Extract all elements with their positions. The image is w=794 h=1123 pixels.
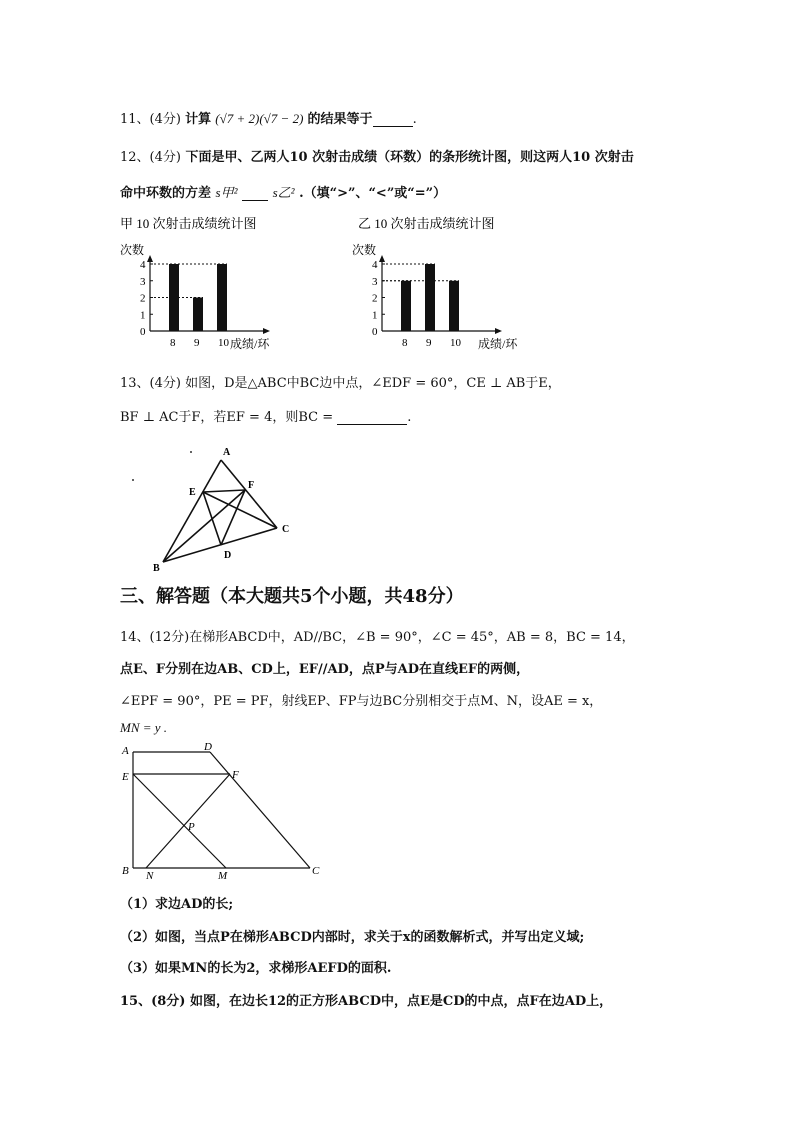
label-a: A — [122, 745, 129, 757]
y-tick-label: 4 — [140, 259, 146, 271]
label-n: N — [146, 870, 154, 882]
q11-expression: (√7 + 2)(√7 − 2) — [215, 111, 304, 126]
bar-8 — [401, 281, 411, 331]
x-tick-label: 10 — [450, 337, 461, 349]
bar-10 — [449, 281, 459, 331]
chart-yi-title: 乙 10 次射击成绩统计图 — [358, 216, 495, 231]
q12-line1 — [120, 146, 634, 165]
label-d: D — [224, 550, 232, 561]
chart-yi-x-arrow — [495, 328, 502, 334]
chart-jia-x-arrow — [263, 328, 270, 334]
bar-8 — [169, 264, 179, 331]
line-em — [133, 774, 226, 868]
q13-line2 — [120, 406, 411, 425]
label-c: C — [282, 524, 290, 535]
line-dc — [210, 752, 310, 868]
x-tick-label: 9 — [194, 337, 200, 349]
q13-figure — [125, 440, 305, 575]
q12-text2a: 命中环数的方差 — [120, 186, 212, 201]
chart-yi-xlabel: 成绩/环 — [478, 337, 518, 351]
q14-figure — [118, 738, 328, 883]
q12-s-yi: s乙² — [272, 185, 295, 200]
chart-yi-ylabel: 次数 — [352, 243, 377, 257]
q13-answer-blank — [337, 410, 407, 425]
label-p: P — [188, 821, 195, 833]
bar-9 — [193, 298, 203, 332]
y-tick-label: 3 — [372, 275, 378, 288]
q15-line1: 15、(8分) 如图，在边长12的正方形ABCD中，点E是CD的中点，点F在边AD上， — [120, 994, 613, 1009]
chart-jia-ylabel: 次数 — [120, 243, 145, 257]
x-tick-label: 9 — [426, 337, 432, 349]
q12-answer-blank — [242, 186, 268, 201]
chart-jia-xlabel: 成绩/环 — [230, 337, 270, 351]
q14-line2: 点E、F分别在边AB、CD上，EF//AD，点P与AD在直线EF的两侧， — [120, 662, 530, 677]
y-tick-label: 1 — [140, 309, 146, 322]
label-b: B — [153, 563, 160, 574]
q14-line3: ∠EPF = 90°，PE = PF，射线EP、FP与边BC分别相交于点M、N，设AE = x， — [120, 694, 603, 709]
line-ef — [203, 490, 245, 492]
bar-10 — [217, 264, 227, 331]
q12-text1: 下面是甲、乙两人10 次射击成绩（环数）的条形统计图，则这两人10 次射击 — [185, 150, 634, 165]
label-c: C — [312, 865, 320, 877]
chart-jia-title: 甲 10 次射击成绩统计图 — [120, 216, 257, 231]
q13-line1 — [120, 372, 561, 391]
x-tick-label: 8 — [170, 337, 176, 349]
x-tick-label: 8 — [402, 337, 408, 349]
dot-mark — [190, 451, 192, 453]
line-ac — [221, 460, 277, 528]
q11-tail: 的结果等于 — [307, 112, 373, 127]
label-d: D — [204, 741, 212, 753]
label-m: M — [218, 870, 228, 882]
q11-end: . — [412, 112, 417, 127]
label-f: F — [232, 769, 239, 781]
y-tick-label: 0 — [372, 326, 378, 338]
q14-sub3: （3）如果MN的长为2，求梯形AEFD的面积. — [120, 961, 392, 976]
y-tick-label: 3 — [140, 275, 146, 288]
q14-sub1: （1）求边AD的长; — [120, 897, 234, 912]
y-tick-label: 1 — [372, 309, 378, 322]
y-tick-label: 2 — [372, 292, 378, 305]
q11-answer-blank — [373, 112, 413, 127]
q12-s-jia: s甲² — [215, 185, 238, 200]
q13-text1: 13、(4分) 如图，D是△ABC中BC边中点，∠EDF = 60°，CE ⊥ AB于E， — [120, 376, 561, 391]
chart-yi — [350, 210, 540, 355]
dot-mark — [132, 479, 134, 481]
line-bf — [163, 490, 245, 562]
label-b: B — [122, 865, 129, 877]
q11-line — [120, 108, 417, 127]
y-tick-label: 4 — [372, 259, 378, 271]
q12-text2b: .（填“>”、“<”或“=”） — [299, 186, 447, 201]
chart-jia-y-arrow — [147, 255, 153, 262]
q14-line1: 14、(12分)在梯形ABCD中，AD//BC，∠B = 90°，∠C = 45°，AB = 8，BC = 14， — [120, 630, 635, 645]
section-3-heading: 三、解答题（本大题共5个小题，共48分） — [120, 586, 464, 607]
chart-jia — [118, 210, 298, 355]
q11-calc: 计算 — [185, 112, 212, 127]
bar-9 — [425, 264, 435, 331]
q12-line2 — [120, 182, 446, 201]
q14-sub2: （2）如图，当点P在梯形ABCD内部时，求关于x的函数解析式，并写出定义域; — [120, 930, 585, 945]
chart-yi-y-arrow — [379, 255, 385, 262]
q13-end: . — [407, 410, 412, 425]
q13-text2: BF ⊥ AC于F，若EF = 4，则BC = — [120, 410, 334, 425]
label-e: E — [189, 487, 196, 498]
label-a: A — [223, 447, 231, 458]
x-tick-label: 10 — [218, 337, 229, 349]
label-e: E — [122, 771, 129, 783]
y-tick-label: 0 — [140, 326, 146, 338]
y-tick-label: 2 — [140, 292, 146, 305]
q14-line4: MN = y . — [120, 720, 168, 735]
q11-number: 11、(4分) — [120, 112, 181, 127]
line-fd — [221, 490, 245, 545]
label-f: F — [248, 480, 255, 491]
q12-number: 12、(4分) — [120, 150, 181, 165]
